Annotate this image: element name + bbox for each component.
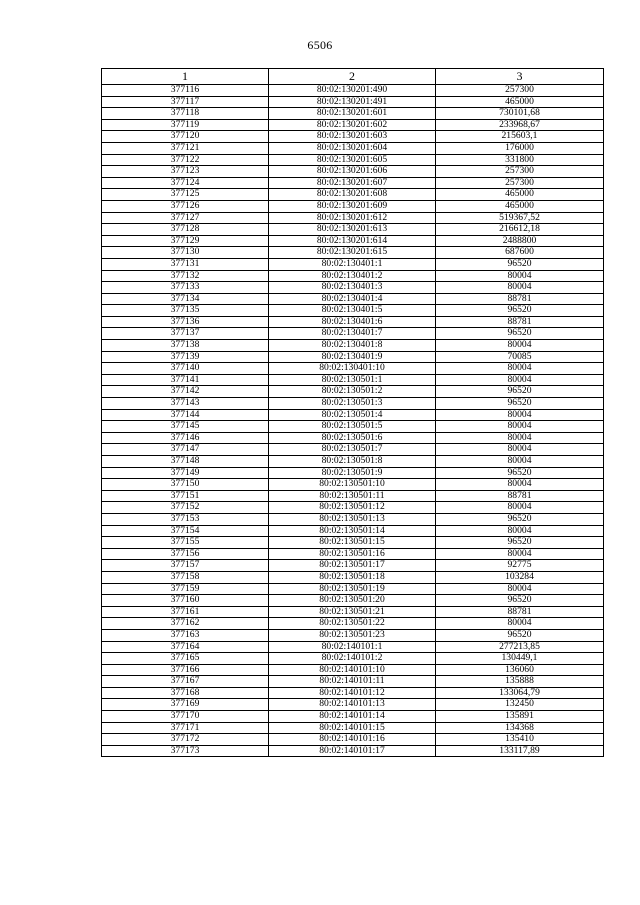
- cadastral-number-cell: 80:02:130501:7: [269, 444, 436, 456]
- table-row: [102, 224, 604, 236]
- value-cell: 465000: [436, 200, 604, 212]
- row-number-cell: 377171: [102, 722, 269, 734]
- row-number-cell: 377164: [102, 641, 269, 653]
- table-row: [102, 618, 604, 630]
- table-row: [102, 548, 604, 560]
- cadastral-number-cell: 80:02:130201:604: [269, 142, 436, 154]
- table-row: [102, 421, 604, 433]
- row-number-cell: 377140: [102, 363, 269, 375]
- value-cell: 96520: [436, 595, 604, 607]
- table-row: [102, 641, 604, 653]
- row-number-cell: 377152: [102, 502, 269, 514]
- cadastral-number-cell: 80:02:140101:12: [269, 687, 436, 699]
- value-cell: 80004: [436, 409, 604, 421]
- table-row: [102, 305, 604, 317]
- value-cell: 80004: [436, 340, 604, 352]
- cadastral-number-cell: 80:02:130201:601: [269, 108, 436, 120]
- row-number-cell: 377154: [102, 525, 269, 537]
- value-cell: 2488800: [436, 235, 604, 247]
- value-cell: 70085: [436, 351, 604, 363]
- cadastral-number-cell: 80:02:130201:608: [269, 189, 436, 201]
- row-number-cell: 377160: [102, 595, 269, 607]
- cadastral-number-cell: 80:02:130401:5: [269, 305, 436, 317]
- cadastral-number-cell: 80:02:130501:10: [269, 479, 436, 491]
- table-row: [102, 189, 604, 201]
- value-cell: 465000: [436, 96, 604, 108]
- row-number-cell: 377137: [102, 328, 269, 340]
- value-cell: 465000: [436, 189, 604, 201]
- row-number-cell: 377156: [102, 548, 269, 560]
- cadastral-number-cell: 80:02:130401:10: [269, 363, 436, 375]
- value-cell: 730101,68: [436, 108, 604, 120]
- table-row: [102, 374, 604, 386]
- row-number-cell: 377159: [102, 583, 269, 595]
- row-number-cell: 377134: [102, 293, 269, 305]
- row-number-cell: 377143: [102, 398, 269, 410]
- table-row: [102, 316, 604, 328]
- value-cell: 132450: [436, 699, 604, 711]
- row-number-cell: 377153: [102, 513, 269, 525]
- value-cell: 96520: [436, 398, 604, 410]
- value-cell: 80004: [436, 374, 604, 386]
- table-row: [102, 119, 604, 131]
- row-number-cell: 377163: [102, 629, 269, 641]
- table-row: [102, 502, 604, 514]
- cadastral-number-cell: 80:02:130501:13: [269, 513, 436, 525]
- cadastral-number-cell: 80:02:130401:7: [269, 328, 436, 340]
- table-row: [102, 653, 604, 665]
- table-row: [102, 108, 604, 120]
- value-cell: 96520: [436, 513, 604, 525]
- value-cell: 96520: [436, 537, 604, 549]
- table-row: [102, 177, 604, 189]
- row-number-cell: 377148: [102, 456, 269, 468]
- value-cell: 176000: [436, 142, 604, 154]
- table-row: [102, 560, 604, 572]
- table-row: [102, 293, 604, 305]
- row-number-cell: 377116: [102, 85, 269, 97]
- table-row: [102, 154, 604, 166]
- cadastral-number-cell: 80:02:130501:19: [269, 583, 436, 595]
- row-number-cell: 377145: [102, 421, 269, 433]
- table-row: [102, 212, 604, 224]
- row-number-cell: 377123: [102, 166, 269, 178]
- row-number-cell: 377141: [102, 374, 269, 386]
- cadastral-number-cell: 80:02:130201:491: [269, 96, 436, 108]
- cadastral-number-cell: 80:02:130201:613: [269, 224, 436, 236]
- table-row: [102, 745, 604, 757]
- cadastral-number-cell: 80:02:130201:605: [269, 154, 436, 166]
- cadastral-number-cell: 80:02:130201:603: [269, 131, 436, 143]
- value-cell: 88781: [436, 293, 604, 305]
- value-cell: 80004: [436, 525, 604, 537]
- row-number-cell: 377157: [102, 560, 269, 572]
- value-cell: 80004: [436, 421, 604, 433]
- cadastral-number-cell: 80:02:140101:2: [269, 653, 436, 665]
- table-row: [102, 142, 604, 154]
- cadastral-number-cell: 80:02:130501:4: [269, 409, 436, 421]
- cadastral-number-cell: 80:02:130401:6: [269, 316, 436, 328]
- cadastral-number-cell: 80:02:130501:14: [269, 525, 436, 537]
- value-cell: 277213,85: [436, 641, 604, 653]
- table-row: [102, 328, 604, 340]
- cadastral-number-cell: 80:02:130501:23: [269, 629, 436, 641]
- table-row: [102, 351, 604, 363]
- value-cell: 216612,18: [436, 224, 604, 236]
- cadastral-number-cell: 80:02:130501:12: [269, 502, 436, 514]
- value-cell: 88781: [436, 606, 604, 618]
- row-number-cell: 377165: [102, 653, 269, 665]
- cadastral-number-cell: 80:02:130401:9: [269, 351, 436, 363]
- cadastral-number-cell: 80:02:130501:18: [269, 571, 436, 583]
- row-number-cell: 377142: [102, 386, 269, 398]
- cadastral-number-cell: 80:02:130501:3: [269, 398, 436, 410]
- data-table: [101, 68, 604, 757]
- table-row: [102, 629, 604, 641]
- value-cell: 88781: [436, 490, 604, 502]
- cadastral-number-cell: 80:02:140101:16: [269, 734, 436, 746]
- value-cell: 92775: [436, 560, 604, 572]
- cadastral-number-cell: 80:02:140101:17: [269, 745, 436, 757]
- table-row: [102, 386, 604, 398]
- table-row: [102, 363, 604, 375]
- table-row: [102, 583, 604, 595]
- row-number-cell: 377136: [102, 316, 269, 328]
- cadastral-number-cell: 80:02:130501:9: [269, 467, 436, 479]
- cadastral-number-cell: 80:02:140101:10: [269, 664, 436, 676]
- row-number-cell: 377146: [102, 432, 269, 444]
- cadastral-number-cell: 80:02:130501:22: [269, 618, 436, 630]
- table-row: [102, 571, 604, 583]
- cadastral-number-cell: 80:02:140101:13: [269, 699, 436, 711]
- table-row: [102, 699, 604, 711]
- row-number-cell: 377117: [102, 96, 269, 108]
- table-row: [102, 96, 604, 108]
- row-number-cell: 377120: [102, 131, 269, 143]
- row-number-cell: 377158: [102, 571, 269, 583]
- table-row: [102, 258, 604, 270]
- row-number-cell: 377124: [102, 177, 269, 189]
- row-number-cell: 377125: [102, 189, 269, 201]
- cadastral-number-cell: 80:02:130501:11: [269, 490, 436, 502]
- table-row: [102, 513, 604, 525]
- row-number-cell: 377169: [102, 699, 269, 711]
- table-row: [102, 432, 604, 444]
- row-number-cell: 377122: [102, 154, 269, 166]
- cadastral-number-cell: 80:02:130501:5: [269, 421, 436, 433]
- row-number-cell: 377139: [102, 351, 269, 363]
- row-number-cell: 377138: [102, 340, 269, 352]
- row-number-cell: 377168: [102, 687, 269, 699]
- cadastral-number-cell: 80:02:130401:8: [269, 340, 436, 352]
- table-row: [102, 734, 604, 746]
- value-cell: 133064,79: [436, 687, 604, 699]
- table-row: [102, 444, 604, 456]
- value-cell: 519367,52: [436, 212, 604, 224]
- row-number-cell: 377150: [102, 479, 269, 491]
- row-number-cell: 377149: [102, 467, 269, 479]
- row-number-cell: 377119: [102, 119, 269, 131]
- table-row: [102, 282, 604, 294]
- row-number-cell: 377129: [102, 235, 269, 247]
- cadastral-number-cell: 80:02:140101:1: [269, 641, 436, 653]
- cadastral-number-cell: 80:02:130201:614: [269, 235, 436, 247]
- row-number-cell: 377144: [102, 409, 269, 421]
- row-number-cell: 377147: [102, 444, 269, 456]
- row-number-cell: 377132: [102, 270, 269, 282]
- value-cell: 135891: [436, 711, 604, 723]
- value-cell: 233968,67: [436, 119, 604, 131]
- table-row: [102, 664, 604, 676]
- row-number-cell: 377126: [102, 200, 269, 212]
- column-header-2: 2: [269, 69, 436, 85]
- value-cell: 80004: [436, 456, 604, 468]
- value-cell: 331800: [436, 154, 604, 166]
- column-header-3: 3: [436, 69, 604, 85]
- table-row: [102, 525, 604, 537]
- row-number-cell: 377135: [102, 305, 269, 317]
- table-row: [102, 200, 604, 212]
- table-row: [102, 595, 604, 607]
- value-cell: 257300: [436, 166, 604, 178]
- row-number-cell: 377162: [102, 618, 269, 630]
- value-cell: 80004: [436, 502, 604, 514]
- row-number-cell: 377155: [102, 537, 269, 549]
- row-number-cell: 377170: [102, 711, 269, 723]
- cadastral-number-cell: 80:02:130201:490: [269, 85, 436, 97]
- table-row: [102, 606, 604, 618]
- row-number-cell: 377133: [102, 282, 269, 294]
- cadastral-number-cell: 80:02:140101:15: [269, 722, 436, 734]
- cadastral-number-cell: 80:02:130401:2: [269, 270, 436, 282]
- row-number-cell: 377172: [102, 734, 269, 746]
- row-number-cell: 377128: [102, 224, 269, 236]
- table-row: [102, 490, 604, 502]
- cadastral-number-cell: 80:02:130501:8: [269, 456, 436, 468]
- row-number-cell: 377173: [102, 745, 269, 757]
- value-cell: 215603,1: [436, 131, 604, 143]
- table-row: [102, 479, 604, 491]
- table-row: [102, 85, 604, 97]
- value-cell: 88781: [436, 316, 604, 328]
- cadastral-number-cell: 80:02:130201:607: [269, 177, 436, 189]
- table-row: [102, 722, 604, 734]
- table-row: [102, 537, 604, 549]
- row-number-cell: 377118: [102, 108, 269, 120]
- value-cell: 80004: [436, 479, 604, 491]
- row-number-cell: 377151: [102, 490, 269, 502]
- cadastral-number-cell: 80:02:130401:3: [269, 282, 436, 294]
- cadastral-number-cell: 80:02:140101:11: [269, 676, 436, 688]
- table-row: [102, 270, 604, 282]
- table-body: [102, 85, 604, 757]
- value-cell: 96520: [436, 629, 604, 641]
- table-row: [102, 456, 604, 468]
- cadastral-number-cell: 80:02:130201:606: [269, 166, 436, 178]
- table-row: [102, 409, 604, 421]
- cadastral-number-cell: 80:02:130501:1: [269, 374, 436, 386]
- value-cell: 134368: [436, 722, 604, 734]
- cadastral-number-cell: 80:02:130201:609: [269, 200, 436, 212]
- cadastral-number-cell: 80:02:130201:612: [269, 212, 436, 224]
- value-cell: 257300: [436, 85, 604, 97]
- value-cell: 80004: [436, 282, 604, 294]
- value-cell: 96520: [436, 328, 604, 340]
- cadastral-number-cell: 80:02:130201:615: [269, 247, 436, 259]
- row-number-cell: 377121: [102, 142, 269, 154]
- row-number-cell: 377130: [102, 247, 269, 259]
- value-cell: 96520: [436, 386, 604, 398]
- value-cell: 133117,89: [436, 745, 604, 757]
- value-cell: 80004: [436, 432, 604, 444]
- row-number-cell: 377131: [102, 258, 269, 270]
- column-header-1: 1: [102, 69, 269, 85]
- value-cell: 130449,1: [436, 653, 604, 665]
- row-number-cell: 377167: [102, 676, 269, 688]
- value-cell: 96520: [436, 305, 604, 317]
- row-number-cell: 377166: [102, 664, 269, 676]
- cadastral-number-cell: 80:02:130501:2: [269, 386, 436, 398]
- cadastral-number-cell: 80:02:130401:1: [269, 258, 436, 270]
- table-header: [102, 69, 604, 85]
- cadastral-number-cell: 80:02:130501:6: [269, 432, 436, 444]
- cadastral-number-cell: 80:02:130401:4: [269, 293, 436, 305]
- table-row: [102, 340, 604, 352]
- value-cell: 136060: [436, 664, 604, 676]
- cadastral-number-cell: 80:02:130501:20: [269, 595, 436, 607]
- value-cell: 80004: [436, 270, 604, 282]
- row-number-cell: 377127: [102, 212, 269, 224]
- table-row: [102, 711, 604, 723]
- value-cell: 96520: [436, 467, 604, 479]
- table-row: [102, 676, 604, 688]
- value-cell: 80004: [436, 548, 604, 560]
- cadastral-number-cell: 80:02:130201:602: [269, 119, 436, 131]
- value-cell: 257300: [436, 177, 604, 189]
- cadastral-number-cell: 80:02:140101:14: [269, 711, 436, 723]
- value-cell: 80004: [436, 618, 604, 630]
- value-cell: 80004: [436, 583, 604, 595]
- cadastral-number-cell: 80:02:130501:15: [269, 537, 436, 549]
- value-cell: 96520: [436, 258, 604, 270]
- value-cell: 135410: [436, 734, 604, 746]
- table-row: [102, 247, 604, 259]
- table-row: [102, 235, 604, 247]
- table-row: [102, 467, 604, 479]
- cadastral-number-cell: 80:02:130501:21: [269, 606, 436, 618]
- cadastral-number-cell: 80:02:130501:17: [269, 560, 436, 572]
- table-row: [102, 166, 604, 178]
- value-cell: 687600: [436, 247, 604, 259]
- cadastral-number-cell: 80:02:130501:16: [269, 548, 436, 560]
- value-cell: 135888: [436, 676, 604, 688]
- row-number-cell: 377161: [102, 606, 269, 618]
- page-number: 6506: [307, 38, 333, 52]
- table-header-row: [102, 69, 604, 85]
- table-row: [102, 131, 604, 143]
- value-cell: 80004: [436, 363, 604, 375]
- table-row: [102, 398, 604, 410]
- value-cell: 103284: [436, 571, 604, 583]
- table-row: [102, 687, 604, 699]
- value-cell: 80004: [436, 444, 604, 456]
